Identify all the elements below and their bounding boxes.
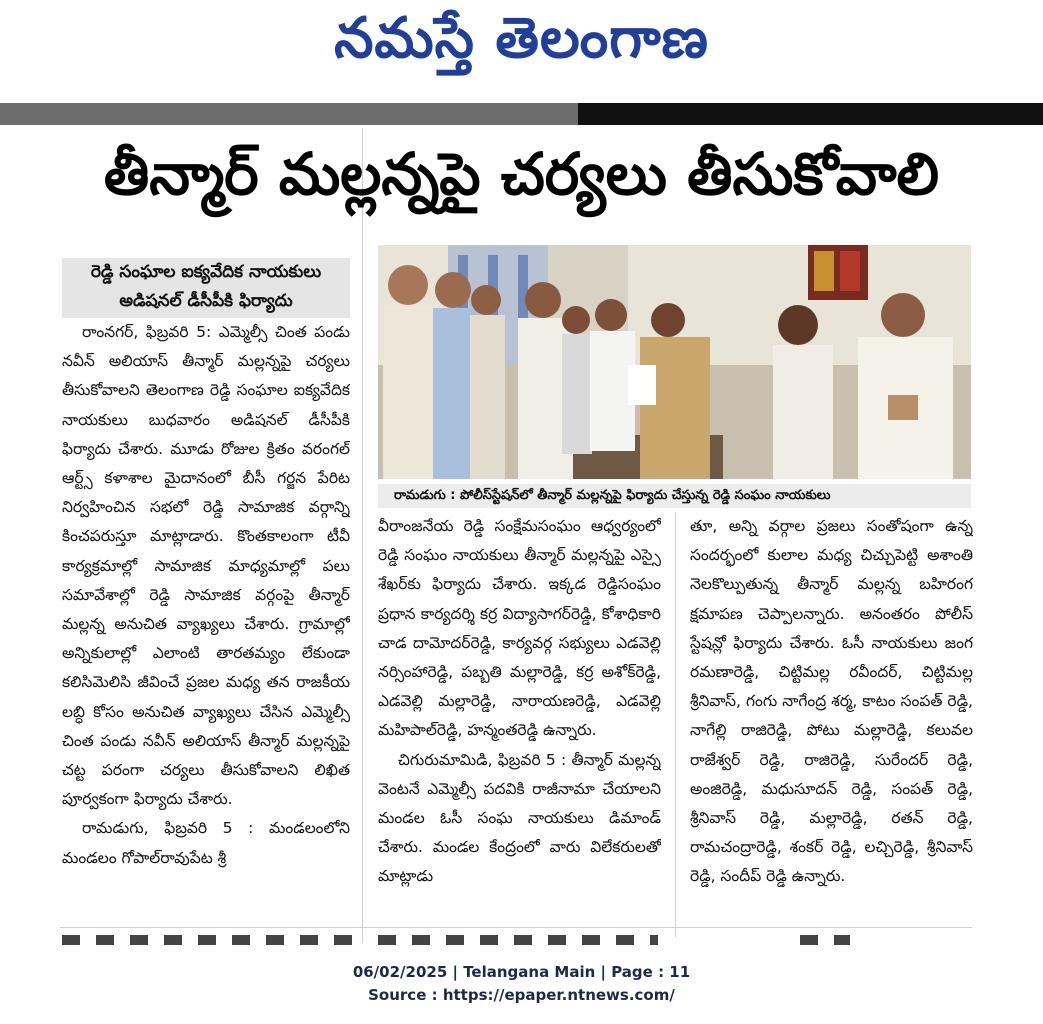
- headline: తీన్మార్ మల్లన్నపై చర్యలు తీసుకోవాలి: [103, 140, 940, 208]
- article-paragraph: చిగురుమామిడి, ఫిబ్రవరి 5 : తీన్మార్ మల్లన్న వెంటనే ఎమ్మెల్సీ పదవికి రాజీనామా చేయాలని మండల ఓసీ సంఘ నాయకులు డిమాండ్ చేశారు. మండల కేంద్రంలో వారు విలేకరులతో మాట్లాడు: [378, 750, 661, 886]
- photo-caption: రామడుగు : పోలీస్‌స్టేషన్‌లో తీన్మార్ మల్లన్నపై ఫిర్యాదు చేస్తున్న రెడ్డి సంఘం నాయకులు: [378, 484, 971, 508]
- header-bar-black: [578, 103, 1043, 125]
- subhead-box: [62, 258, 350, 318]
- article-paragraph: రాంనగర్, ఫిబ్రవరి 5: ఎమ్మెల్సీ చింత పండు నవీన్ అలియాస్ తీన్మార్ మల్లన్నపై చర్యలు తీసుకోవాలని తెలంగాణ రెడ్డి సంఘాల ఐక్యవేదిక నాయకులు బుధవారం అడిషనల్ డీసీపీకి ఫిర్యాదు చేశారు. మూడు రోజుల క్రితం వరంగల్ ఆర్ట్స్ కళాశాల మైదానంలో బీసీ గర్జన పేరిట నిర్వహించిన సభలో రెడ్డి సామాజిక వర్గాన్ని కించపరుస్తూ మాట్లాడారు. కొంతకాలంగా టీవీ కార్యక్రమాల్లో సామాజిక మాధ్యమాల్లో పలు సమావేశాల్లో రెడ్డి సామాజిక వర్గంపై తీన్మార్ మల్లన్న అనుచిత వ్యాఖ్యలు చేశారు. గ్రామాల్లో అన్నికులాల్లో ఎలాంటి తారతమ్యం లేకుండా కలిసిమెలిసి జీవించే ప్రజల మధ్య తన రాజకీయ లబ్ధి కోసం అనుచిత వ్యాఖ్యలు చేసిన ఎమ్మెల్సీ చింత పండు నవీన్ అలియాస్ తీన్మార్ మల్లన్నపై చట్ట పరంగా చర్యలు తీసుకోవాలని లిఖిత పూర్వకంగా ఫిర్యాదు చేశారు.: [62, 323, 350, 809]
- article-column-2: [378, 512, 661, 917]
- article-paragraph: వీరాంజనేయ రెడ్డి సంక్షేమసంఘం ఆధ్వర్యంలో రెడ్డి సంఘం నాయకులు తీన్మార్ మల్లన్నపై ఎస్సై శేఖర్‌కు ఫిర్యాదు చేశారు. ఇక్కడ రెడ్డిసంఘం ప్రధాన కార్యదర్శి కర్ర విద్యాసాగర్‌రెడ్డి, కోశాధికారి చాడ దామోదర్‌రెడ్డి, కార్యవర్గ సభ్యులు ఎడవెల్లి నర్సింహారెడ్డి, పబ్బతి మల్లారెడ్డి, కర్ర అశోక్‌రెడ్డి, ఎడవెల్లి మల్లారెడ్డి, నారాయణరెడ్డి, ఎడవెల్లి మహిపాల్‌రెడ్డి, హన్మంతరెడ్డి ఉన్నారు.: [378, 517, 661, 740]
- cut-off-text-fragment: [378, 935, 658, 945]
- article-column-3: [690, 512, 973, 917]
- footer-edition-info: 06/02/2025 | Telangana Main | Page : 11: [352, 963, 691, 981]
- cut-off-text-fragment: [800, 935, 850, 945]
- column-divider: [362, 128, 363, 943]
- header-bar-gray: [0, 103, 578, 125]
- article-paragraph: తూ, అన్ని వర్గాల ప్రజలు సంతోషంగా ఉన్న సందర్భంలో కులాల మధ్య చిచ్చుపెట్టి అశాంతి నెలకొల్పుతున్న తీన్మార్ మల్లన్న బహిరంగ క్షమాపణ చెప్పాలన్నారు. అనంతరం పోలీస్ స్టేషన్లో ఫిర్యాదు చేశారు. ఓసీ నాయకులు జంగ రమణారెడ్డి, చిట్టిమల్ల రవీందర్, చిట్టిమల్ల శ్రీనివాస్, గంగు నాగేంద్ర శర్మ, కాటం సంపత్ రెడ్డి, నాగేల్లి రాజిరెడ్డి, పోటు మల్లారెడ్డి, కలువల రాజేశ్వర్ రెడ్డి, రాజిరెడ్డి, సురేందర్ రెడ్డి, అంజిరెడ్డి, మధుసూదన్ రెడ్డి, సంపత్ రెడ్డి, శ్రీనివాస్ రెడ్డి, మల్లారెడ్డి, రతన్ రెడ్డి, రామచంద్రారెడ్డి, శంకర్ రెడ్డి, లచ్చిరెడ్డి, శ్రీనివాస్ రెడ్డి, సందీప్ రెడ్డి ఉన్నారు.: [690, 517, 973, 886]
- column-divider: [675, 512, 676, 937]
- subhead-line-2: అడిషనల్ డీసీపీకి ఫిర్యాదు: [119, 291, 293, 311]
- newspaper-logo: నమస్తే తెలంగాణ: [334, 6, 709, 71]
- photo-illustration: [378, 245, 971, 479]
- article-paragraph: రామడుగు, ఫిబ్రవరి 5 : మండలంలోని మండలం గోపాల్‌రావుపేట శ్రీ: [62, 819, 350, 867]
- masthead: [0, 0, 1043, 100]
- subhead-line-1: రెడ్డి సంఘాల ఐక్యవేదిక నాయకులు: [90, 262, 322, 282]
- news-photo: [378, 245, 971, 479]
- footer-source-link[interactable]: Source : https://epaper.ntnews.com/: [368, 986, 675, 1004]
- article-column-1: [62, 318, 350, 918]
- cut-off-text-fragment: [62, 935, 362, 945]
- bottom-rule: [60, 927, 972, 928]
